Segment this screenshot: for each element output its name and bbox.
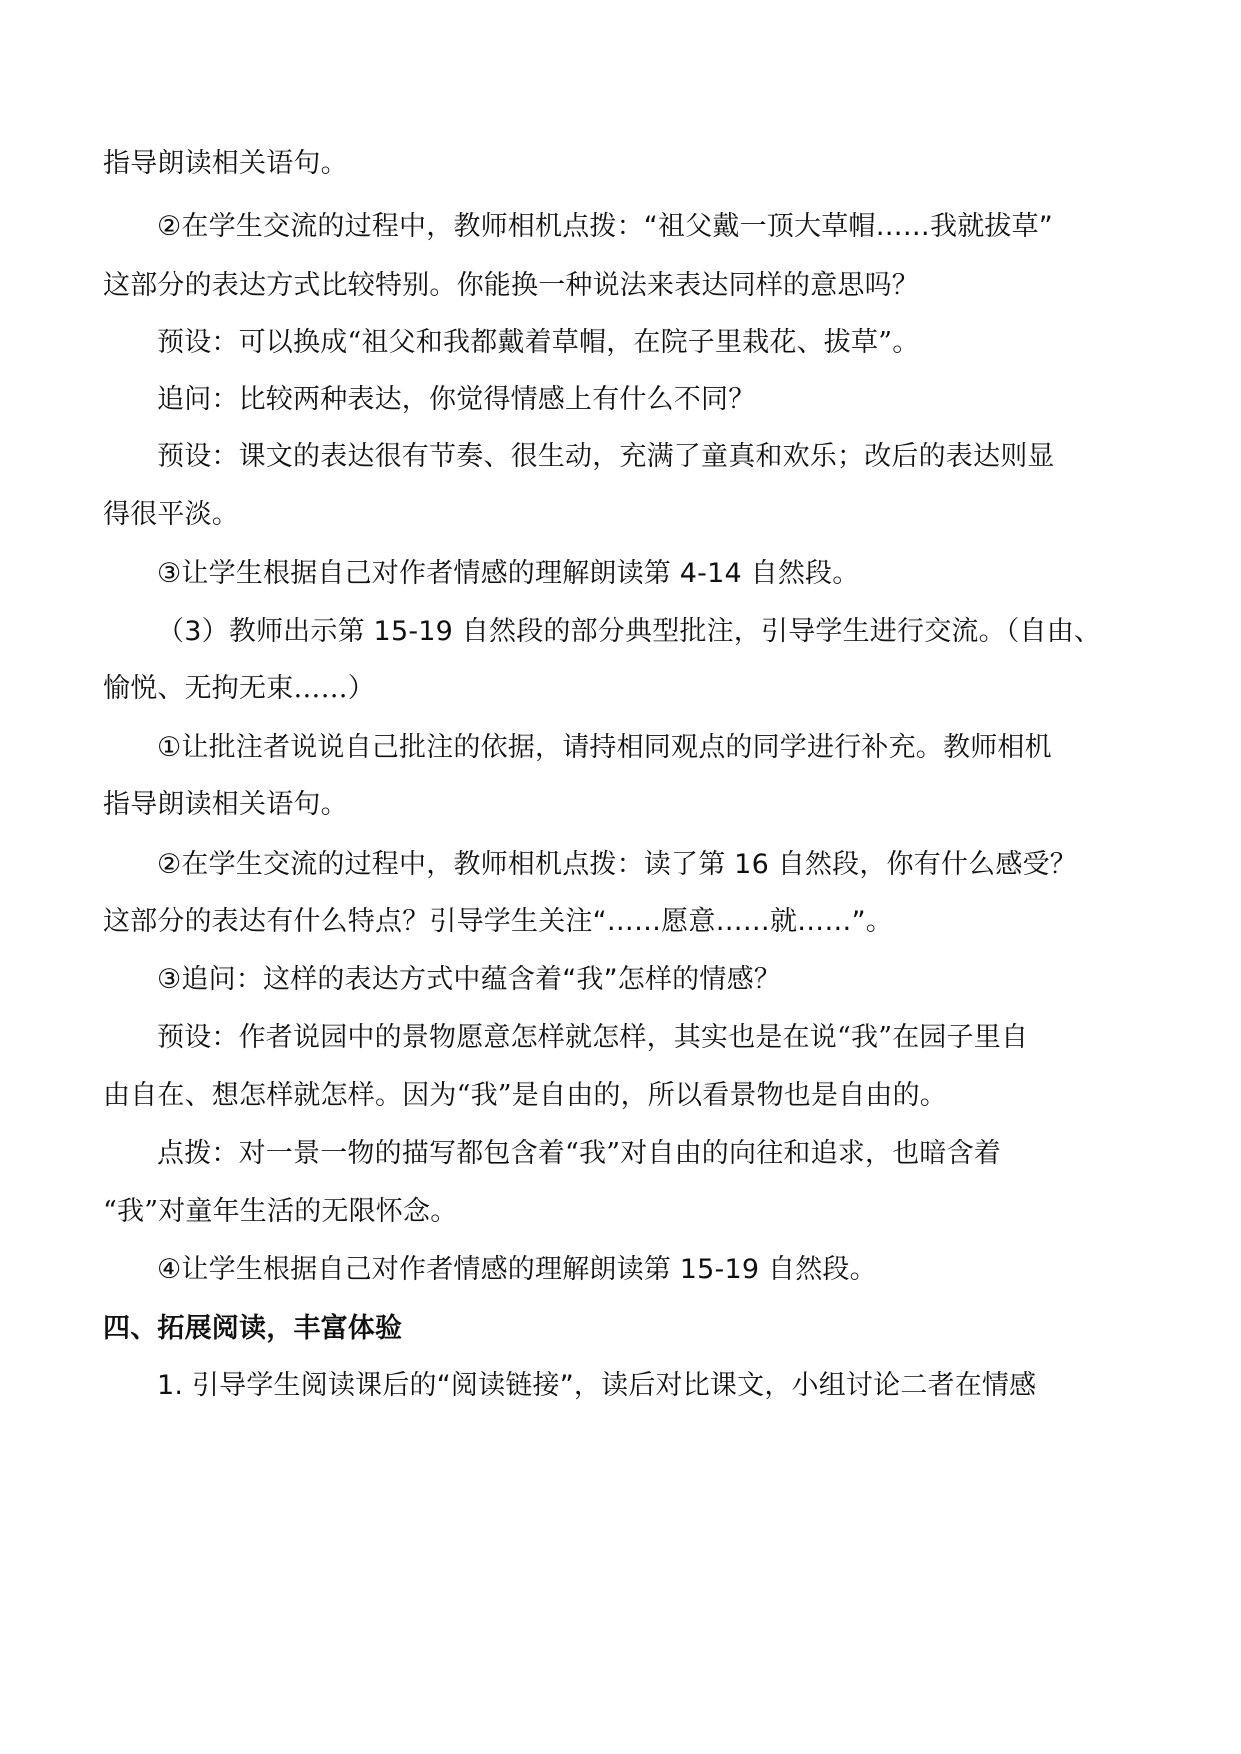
text-line: 1. 引导学生阅读课后的“阅读链接”，读后对比课文，小组讨论二者在情感 [157,1370,1037,1401]
text-line: ③追问：这样的表达方式中蕴含着“我”怎样的情感？ [157,964,781,995]
text-line: ②在学生交流的过程中，教师相机点拨：“祖父戴一顶大草帽……我就拔草” [157,211,1053,242]
text-line: ④让学生根据自己对作者情感的理解朗读第 15-19 自然段。 [157,1254,877,1285]
text-line: 点拨：对一景一物的描写都包含着“我”对自由的向往和追求，也暗含着 [157,1138,1002,1169]
text-line: ③让学生根据自己对作者情感的理解朗读第 4-14 自然段。 [157,558,860,589]
text-line: 愉悦、无拘无束……） [103,673,375,704]
text-line: ②在学生交流的过程中，教师相机点拨：读了第 16 自然段，你有什么感受？ [157,849,1077,880]
text-line: ①让批注者说说自己批注的依据，请持相同观点的同学进行补充。教师相机 [157,732,1052,763]
text-line: 这部分的表达有什么特点？引导学生关注“……愿意……就……”。 [103,906,893,937]
text-line: （3）教师出示第 15-19 自然段的部分典型批注，引导学生进行交流。（自由、 [157,616,1102,647]
text-line: 预设：课文的表达很有节奏、很生动，充满了童真和欢乐；改后的表达则显 [157,441,1055,472]
section-heading: 四、拓展阅读，丰富体验 [103,1313,403,1344]
text-line: “我”对童年生活的无限怀念。 [103,1196,458,1227]
text-line: 得很平淡。 [103,499,239,530]
text-line: 指导朗读相关语句。 [103,789,348,820]
text-line: 追问：比较两种表达，你觉得情感上有什么不同？ [157,384,756,415]
text-line: 由自在、想怎样就怎样。因为“我”是自由的，所以看景物也是自由的。 [103,1080,948,1111]
text-line: 指导朗读相关语句。 [103,148,348,179]
text-line: 预设：可以换成“祖父和我都戴着草帽，在院子里栽花、拔草”。 [157,327,920,358]
text-line: 这部分的表达方式比较特别。你能换一种说法来表达同样的意思吗？ [103,270,919,301]
text-line: 预设：作者说园中的景物愿意怎样就怎样，其实也是在说“我”在园子里自 [157,1022,1029,1053]
